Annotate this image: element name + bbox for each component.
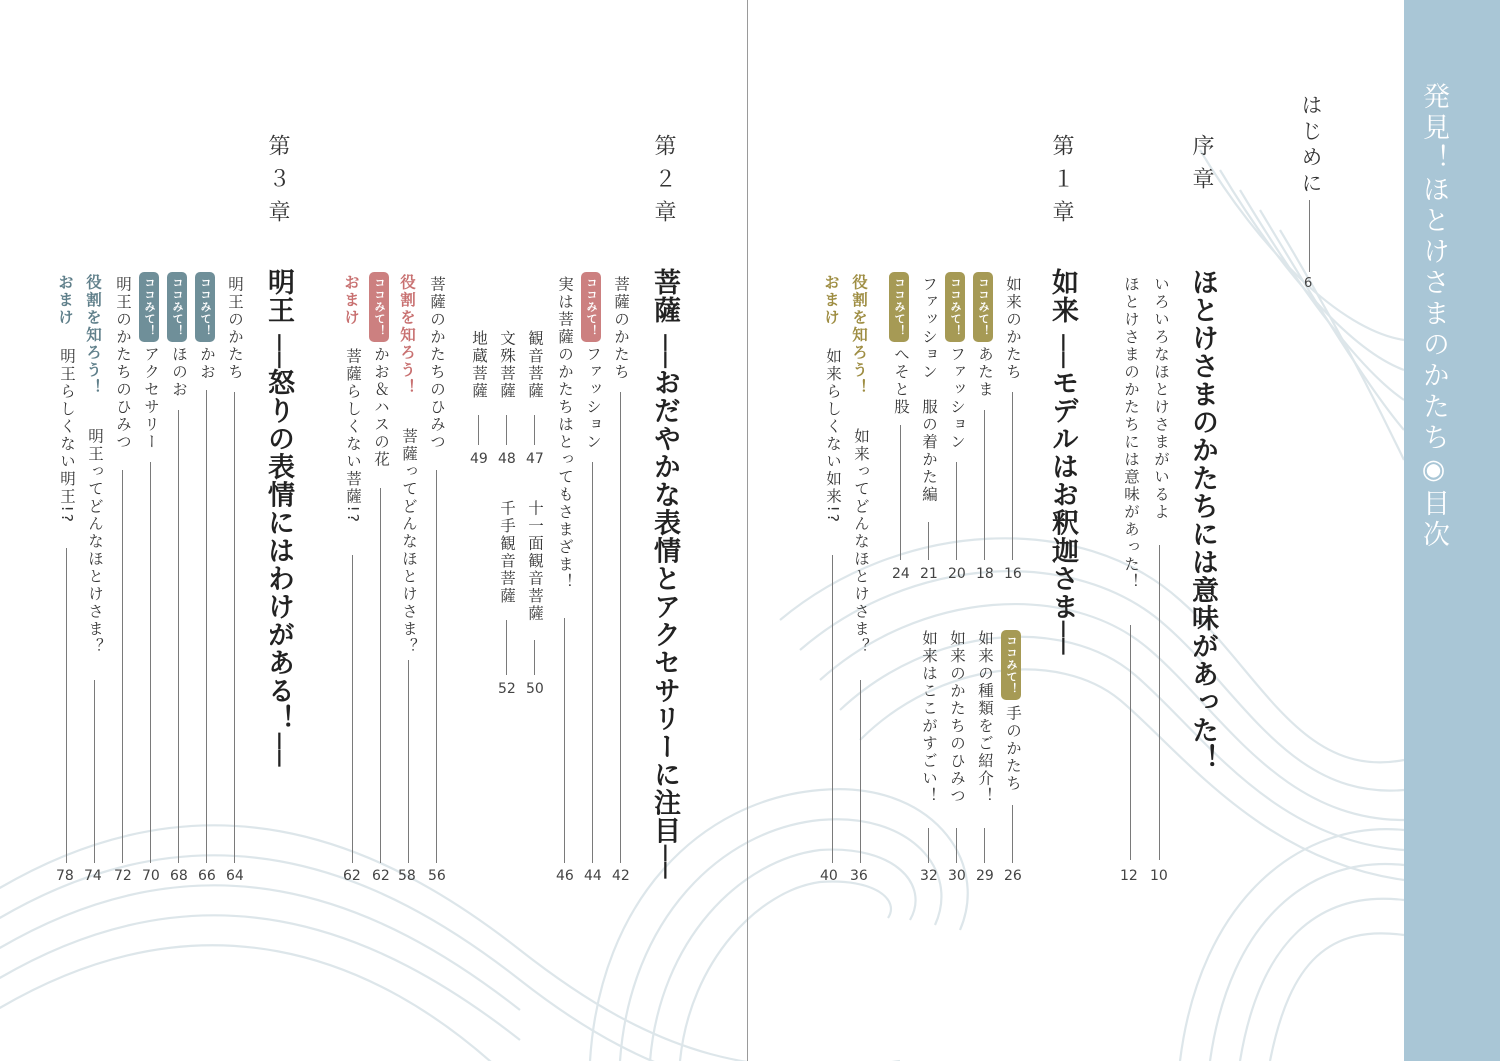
page-number: 46 [556, 868, 574, 884]
toc-item[interactable]: あたま [976, 346, 994, 399]
chapter-label: 第２章 [651, 134, 676, 233]
toc-item[interactable]: 菩薩ってどんなほとけさま？ [400, 428, 418, 656]
page-number: 10 [1150, 868, 1168, 884]
kokomite-tag: ココみて！ [945, 272, 965, 342]
leader-line [352, 555, 353, 863]
toc-item[interactable]: いろいろなほとけさまがいるよ [1152, 276, 1170, 521]
page-number: 30 [948, 868, 966, 884]
toc-item[interactable]: 如来のかたちのひみつ [948, 630, 966, 805]
leader-line [592, 462, 593, 863]
leader-line [928, 522, 929, 560]
toc-item[interactable]: 如来らしくない如来!? [824, 348, 842, 524]
leader-line [1012, 392, 1013, 560]
leader-line [984, 410, 985, 560]
page-number: 24 [892, 566, 910, 582]
leader-line [534, 415, 535, 445]
leader-line [928, 828, 929, 863]
leader-line [956, 828, 957, 863]
toc-item[interactable]: ファッション [584, 346, 602, 451]
toc-item[interactable]: 地蔵菩薩 [470, 330, 488, 400]
leader-line [564, 618, 565, 863]
toc-item[interactable]: 実は菩薩のかたちはとってもさまざま！ [556, 276, 574, 591]
toc-item[interactable]: 明王のかたち [226, 276, 244, 381]
book-spine [747, 0, 748, 1061]
kokomite-tag: ココみて！ [973, 272, 993, 342]
toc-item[interactable]: 如来ってどんなほとけさま？ [852, 428, 870, 656]
toc-item[interactable]: 観音菩薩 [526, 330, 544, 400]
chapter-title[interactable]: ほとけさまのかたちには意味があった！ [1187, 268, 1218, 772]
page-number: 70 [142, 868, 160, 884]
leader-line [380, 488, 381, 863]
page-number: 26 [1004, 868, 1022, 884]
leader-line [860, 680, 861, 863]
chapter-label: 第３章 [265, 134, 290, 233]
chapter-label: 序章 [1189, 134, 1214, 200]
page-number: 48 [498, 451, 516, 467]
toc-item[interactable]: 如来のかたち [1004, 276, 1022, 381]
toc-item[interactable]: 文殊菩薩 [498, 330, 516, 400]
toc-item[interactable]: 千手観音菩薩 [498, 500, 516, 605]
leader-line [1012, 805, 1013, 863]
kokomite-tag: ココみて！ [167, 272, 187, 342]
leader-line [66, 548, 67, 863]
page-number: 29 [976, 868, 994, 884]
page-number: 56 [428, 868, 446, 884]
leader-line [178, 410, 179, 863]
page-number: 62 [372, 868, 390, 884]
chapter-title[interactable]: 如来 ──モデルはお釈迦さま── [1047, 268, 1078, 656]
leader-line [620, 392, 621, 863]
page-number: 32 [920, 868, 938, 884]
page-number: 20 [948, 566, 966, 582]
leader-line [206, 390, 207, 863]
toc-item[interactable]: 明王ってどんなほとけさま？ [86, 428, 104, 656]
preface-label[interactable]: はじめに [1299, 94, 1323, 198]
toc-item[interactable]: へそと股 [892, 346, 910, 416]
leader-line [1309, 200, 1310, 272]
page-number: 18 [976, 566, 994, 582]
page-number: 58 [398, 868, 416, 884]
toc-item[interactable]: 菩薩のかたち [612, 276, 630, 381]
page-number: 78 [56, 868, 74, 884]
toc-item[interactable]: かお [198, 346, 216, 381]
toc-item[interactable]: 菩薩のかたちのひみつ [428, 276, 446, 451]
page-number: 72 [114, 868, 132, 884]
kokomite-tag: ココみて！ [889, 272, 909, 342]
chapter-title[interactable]: 明王 ──怒りの表情にはわけがある！── [263, 268, 294, 768]
chapter-label: 第１章 [1049, 134, 1074, 233]
leader-line [1159, 545, 1160, 860]
page-number: 6 [1304, 276, 1313, 291]
omake-label: おまけ [342, 274, 360, 327]
page-number: 50 [526, 681, 544, 697]
book-title: 発見！ほとけさまのかたち◉目次 [1418, 82, 1449, 551]
page-number: 66 [198, 868, 216, 884]
leader-line [534, 640, 535, 675]
toc-item[interactable]: ファッション 服の着かた編 [920, 276, 938, 504]
toc-item[interactable]: アクセサリー [142, 346, 160, 451]
page-number: 21 [920, 566, 938, 582]
leader-line [408, 660, 409, 863]
toc-item[interactable]: 如来はここがすごい！ [920, 630, 938, 805]
page-number: 16 [1004, 566, 1022, 582]
toc-item[interactable]: 明王らしくない明王!? [58, 348, 76, 524]
page-number: 40 [820, 868, 838, 884]
page-number: 42 [612, 868, 630, 884]
toc-item[interactable]: 明王のかたちのひみつ [114, 276, 132, 451]
toc-item[interactable]: 十一面観音菩薩 [526, 500, 544, 623]
leader-line [506, 620, 507, 675]
toc-item[interactable]: ほのお [170, 346, 188, 399]
omake-label: おまけ [822, 274, 840, 327]
page-number: 68 [170, 868, 188, 884]
page-number: 44 [584, 868, 602, 884]
yakuwari-label: 役割を知ろう！ [398, 274, 416, 397]
page-number: 74 [84, 868, 102, 884]
kokomite-tag: ココみて！ [1001, 630, 1021, 700]
yakuwari-label: 役割を知ろう！ [84, 274, 102, 397]
page-number: 62 [343, 868, 361, 884]
chapter-title[interactable]: 菩薩 ──おだやかな表情とアクセサリーに注目── [649, 268, 680, 880]
leader-line [150, 462, 151, 863]
page-number: 36 [850, 868, 868, 884]
kokomite-tag: ココみて！ [369, 272, 389, 342]
page-number: 52 [498, 681, 516, 697]
toc-item[interactable]: かお＆ハスの花 [372, 346, 390, 469]
toc-item[interactable]: 如来の種類をご紹介！ [976, 630, 994, 805]
leader-line [1130, 625, 1131, 860]
leader-line [94, 680, 95, 863]
page-number: 49 [470, 451, 488, 467]
toc-item[interactable]: ファッション [948, 346, 966, 451]
leader-line [234, 392, 235, 863]
toc-item[interactable]: 菩薩らしくない菩薩!? [344, 348, 362, 524]
leader-line [122, 470, 123, 863]
page-number: 12 [1120, 868, 1138, 884]
leader-line [832, 555, 833, 863]
kokomite-tag: ココみて！ [581, 272, 601, 342]
omake-label: おまけ [56, 274, 74, 327]
leader-line [506, 415, 507, 445]
toc-item[interactable]: ほとけさまのかたちには意味があった！ [1122, 276, 1140, 591]
leader-line [956, 462, 957, 560]
kokomite-tag: ココみて！ [139, 272, 159, 342]
yakuwari-label: 役割を知ろう！ [850, 274, 868, 397]
leader-line [984, 828, 985, 863]
toc-item[interactable]: 手のかたち [1004, 705, 1022, 793]
leader-line [900, 425, 901, 560]
page-number: 64 [226, 868, 244, 884]
kokomite-tag: ココみて！ [195, 272, 215, 342]
leader-line [436, 470, 437, 863]
leader-line [478, 415, 479, 445]
page-number: 47 [526, 451, 544, 467]
